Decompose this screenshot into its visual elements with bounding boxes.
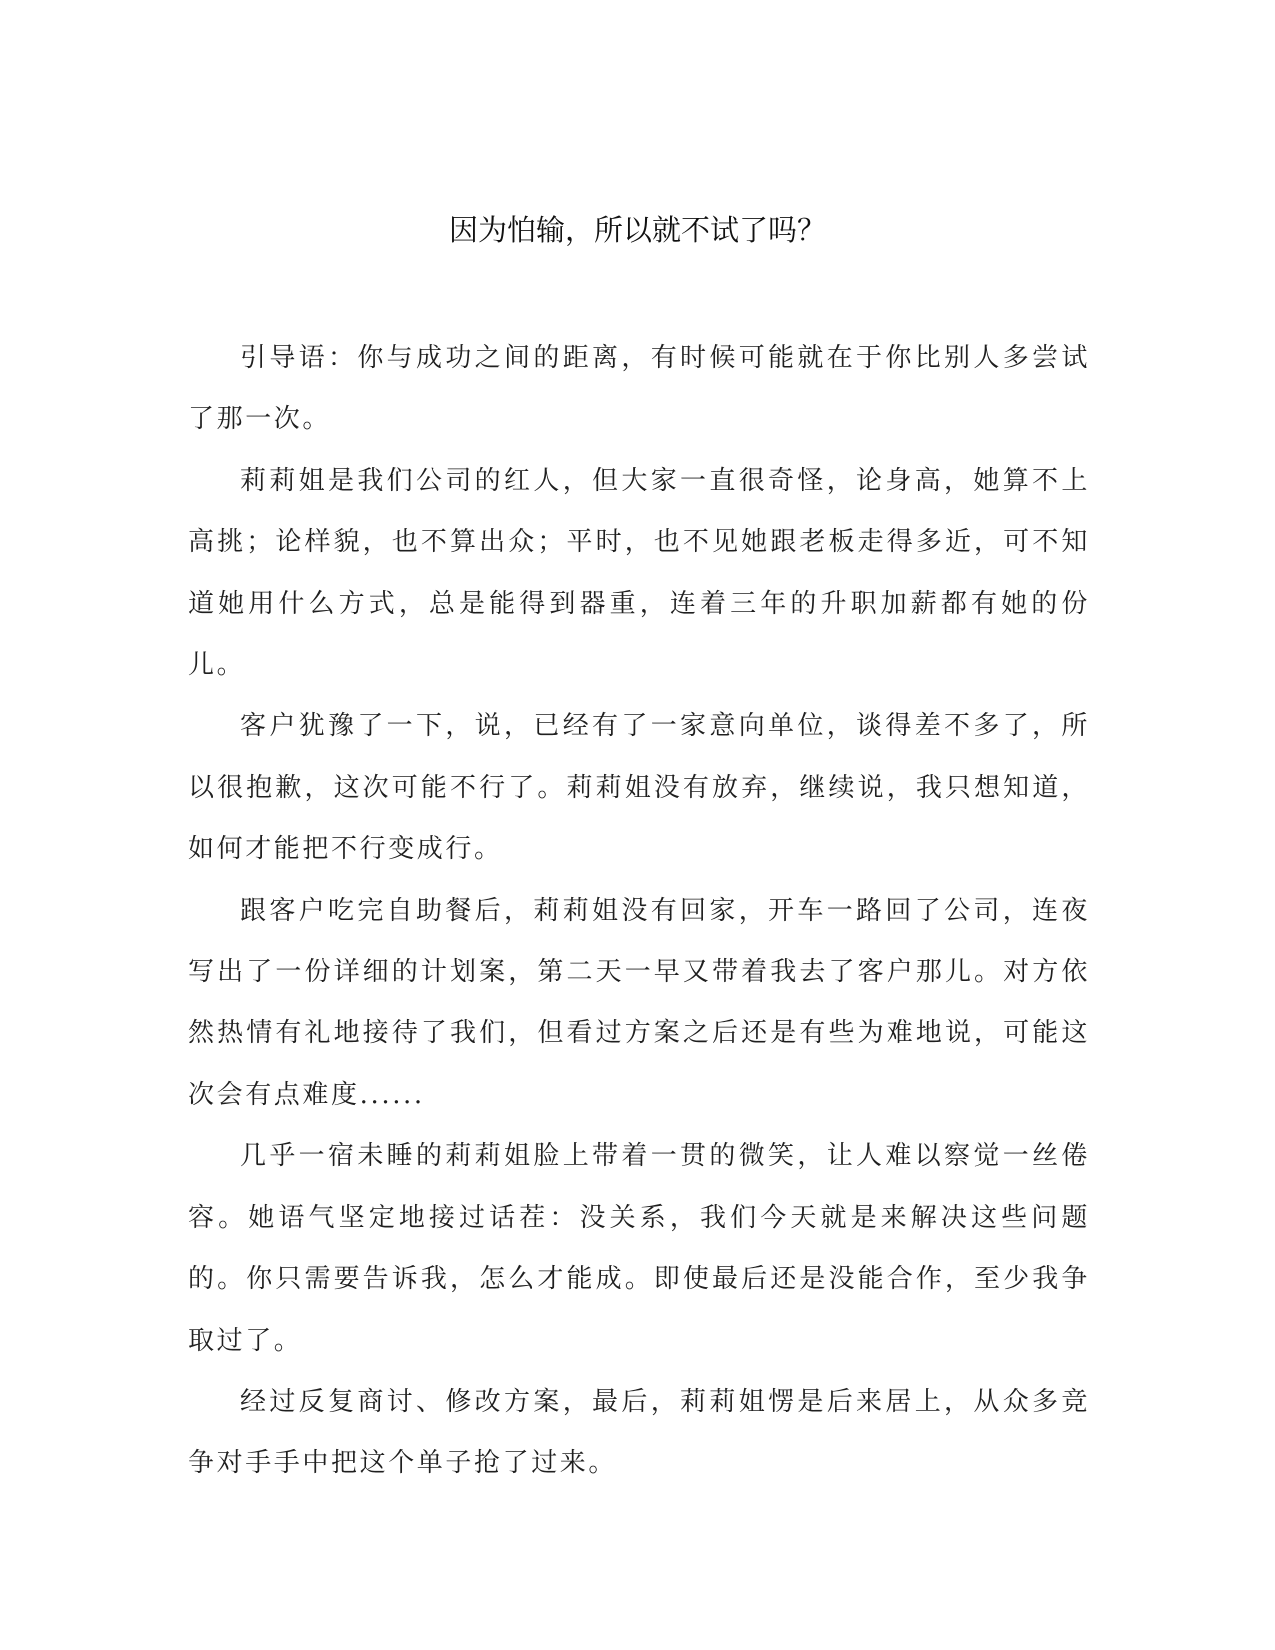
paragraph-5: 几乎一宿未睡的莉莉姐脸上带着一贯的微笑，让人难以察觉一丝倦容。她语气坚定地接过话茬：没关系，我们今天就是来解决这些问题的。你只需要告诉我，怎么才能成。即使最后还是没能合作，至少我争取过了。: [188, 1141, 1090, 1356]
paragraph-2: 莉莉姐是我们公司的红人，但大家一直很奇怪，论身高，她算不上高挑；论样貌，也不算出众；平时，也不见她跟老板走得多近，可不知道她用什么方式，总是能得到器重，连着三年的升职加薪都有她的份儿。: [188, 465, 1090, 681]
paragraph-3: 客户犹豫了一下，说，已经有了一家意向单位，谈得差不多了，所以很抱歉，这次可能不行了。莉莉姐没有放弃，继续说，我只想知道，如何才能把不行变成行。: [188, 711, 1090, 865]
paragraph-6: 经过反复商讨、修改方案，最后，莉莉姐愣是后来居上，从众多竞争对手手中把这个单子抢了过来。: [188, 1386, 1090, 1479]
paragraph-intro: 引导语：你与成功之间的距离，有时候可能就在于你比别人多尝试了那一次。: [188, 343, 1090, 435]
document-title: 因为怕输，所以就不试了吗？: [448, 213, 826, 247]
document-body: [188, 328, 1090, 1495]
paragraph-4: 跟客户吃完自助餐后，莉莉姐没有回家，开车一路回了公司，连夜写出了一份详细的计划案，第二天一早又带着我去了客户那儿。对方依然热情有礼地接待了我们，但看过方案之后还是有些为难地说，可能这次会有点难度......: [188, 895, 1090, 1110]
